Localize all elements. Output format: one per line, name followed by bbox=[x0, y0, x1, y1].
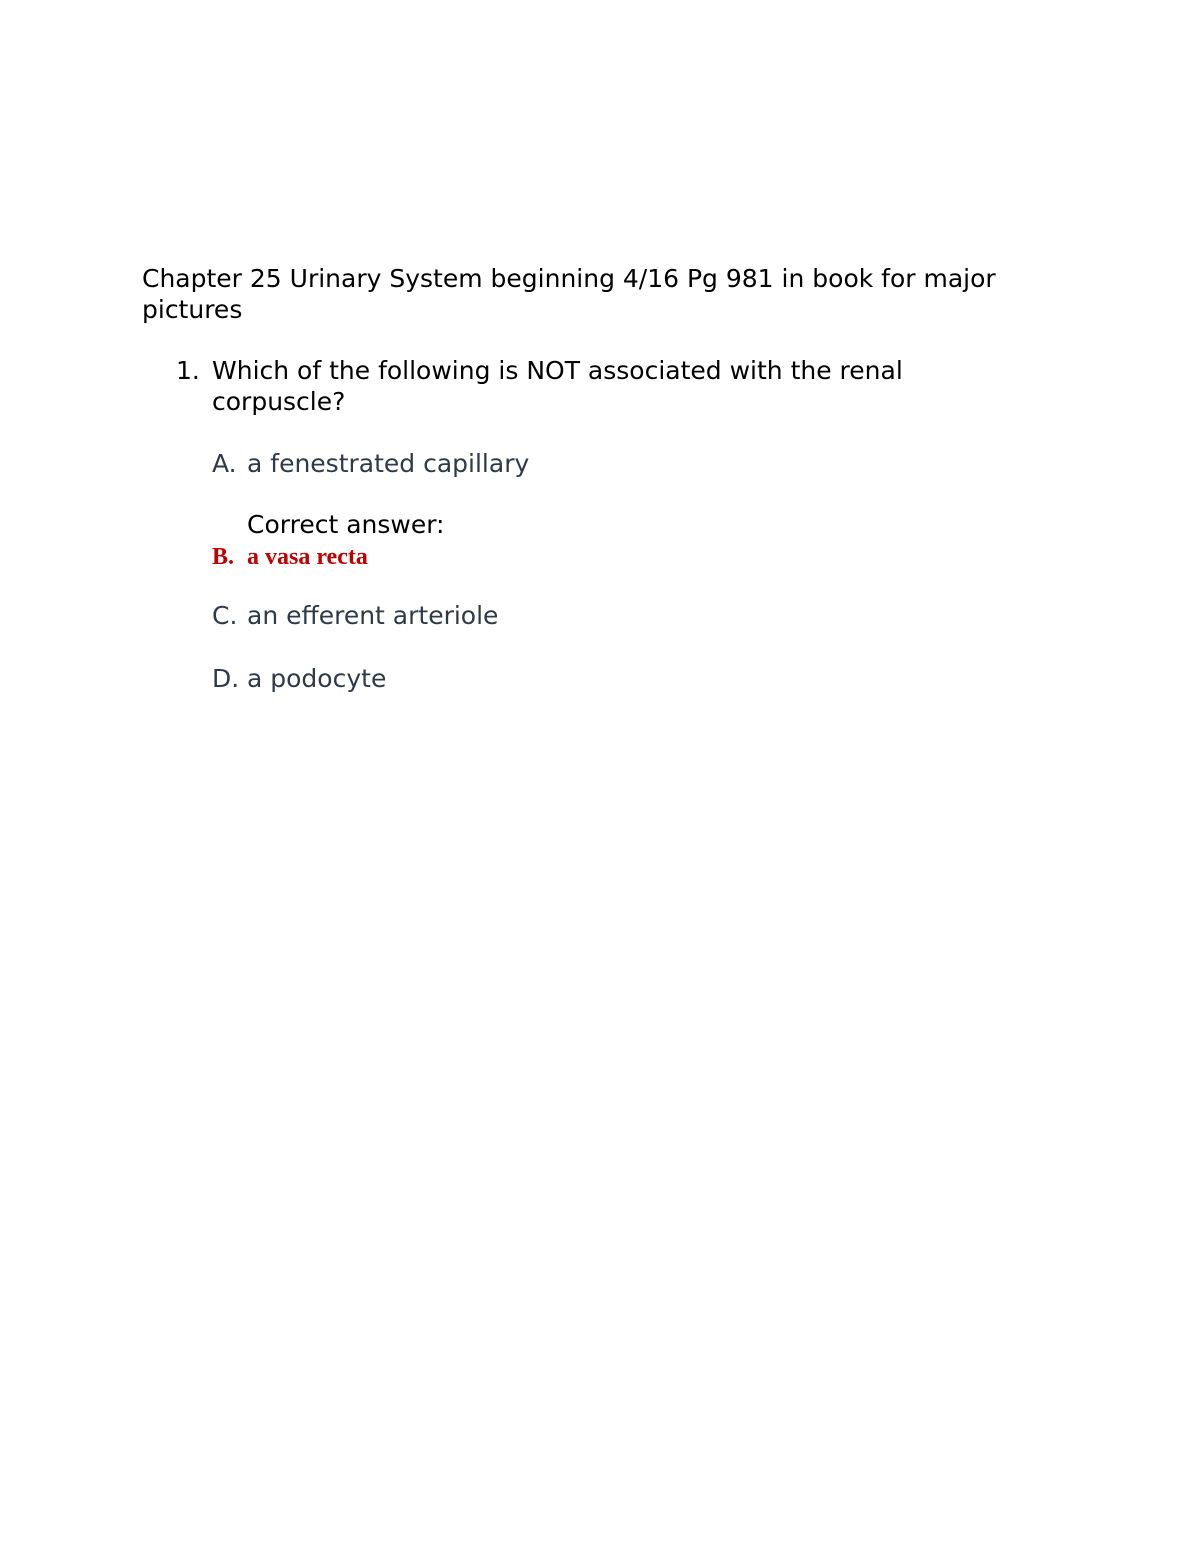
page-heading: Chapter 25 Urinary System beginning 4/16 Pg 981 in book for major pictures bbox=[142, 264, 996, 324]
option-letter: D. bbox=[212, 664, 240, 693]
option-text: a vasa recta bbox=[247, 544, 368, 570]
option-a bbox=[212, 448, 529, 479]
option-letter: A. bbox=[212, 449, 237, 478]
option-c bbox=[212, 600, 498, 631]
question-number: 1. bbox=[176, 356, 200, 385]
correct-answer-label: Correct answer: bbox=[247, 510, 445, 539]
question-text: Which of the following is NOT associated with the renal corpuscle? bbox=[212, 356, 903, 416]
option-text: a podocyte bbox=[247, 664, 387, 693]
option-text: an efferent arteriole bbox=[247, 601, 499, 630]
question-1 bbox=[176, 355, 996, 417]
option-letter: C. bbox=[212, 601, 238, 630]
option-text: a fenestrated capillary bbox=[247, 449, 530, 478]
option-b-correct bbox=[212, 542, 368, 572]
option-letter: B. bbox=[212, 544, 235, 570]
option-d bbox=[212, 663, 386, 694]
